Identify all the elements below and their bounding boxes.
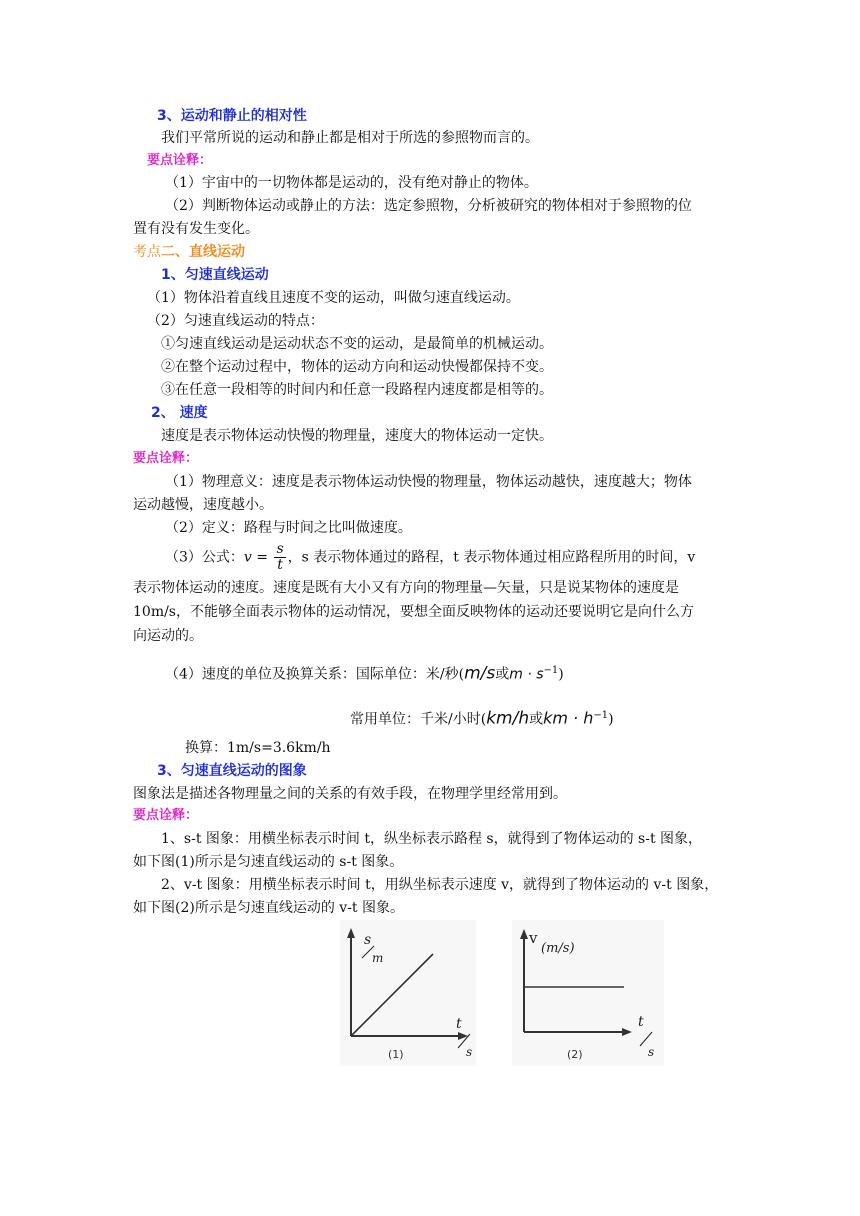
keypoint-title: 二、直线运动	[161, 244, 245, 260]
figure-caption: (1)	[388, 1048, 404, 1061]
paragraph: 速度是表示物体运动快慢的物理量，速度大的物体运动一定快。	[161, 428, 553, 444]
subsection-heading: 2、 速度	[151, 405, 208, 421]
unit-or: 或	[529, 711, 544, 728]
formula-equals: =	[256, 549, 269, 566]
subsection-heading: 3、匀速直线运动的图象	[157, 763, 307, 779]
unit-prefix: 常用单位：千米/小时(	[350, 711, 487, 728]
note-label: 要点诠释：	[133, 808, 199, 823]
unit-close: )	[608, 711, 614, 728]
graph-background	[340, 920, 476, 1066]
unit-kmh: km/h	[486, 708, 530, 729]
note-label: 要点诠释：	[147, 153, 213, 168]
unit-close: )	[558, 666, 564, 683]
paragraph: 图象法是描述各物理量之间的关系的有效手段，在物理学里经常用到。	[133, 786, 567, 802]
unit-line	[165, 661, 564, 685]
paragraph: （2）匀速直线运动的特点：	[147, 313, 324, 329]
vt-graph	[512, 920, 664, 1066]
y-label: v	[529, 929, 538, 947]
unit-or: 或	[495, 666, 510, 683]
note-label: 要点诠释：	[133, 451, 199, 466]
x-label-bottom: s	[648, 1045, 655, 1059]
formula-denominator: t	[277, 557, 283, 573]
paragraph: 如下图(2)所示是匀速直线运动的 v-t 图象。	[133, 900, 404, 916]
paragraph: 2、v-t 图象：用横坐标表示时间 t，用纵坐标表示速度 v，就得到了物体运动的 v-t 图象，	[161, 877, 719, 893]
paragraph: 如下图(1)所示是匀速直线运动的 s-t 图象。	[133, 854, 404, 870]
x-label-top: t	[638, 1014, 644, 1030]
paragraph: （2）判断物体运动或静止的方法：选定参照物，分析被研究的物体相对于参照物的位	[165, 198, 692, 214]
keypoint-heading	[133, 242, 245, 262]
paragraph: （1）宇宙中的一切物体都是运动的，没有绝对静止的物体。	[165, 175, 538, 191]
formula-v: v	[243, 549, 252, 566]
list-item: ③在任意一段相等的时间内和任意一段路程内速度都是相等的。	[161, 382, 553, 398]
formula-prefix: （3）公式：	[165, 549, 244, 566]
y-label-bottom: m	[372, 951, 384, 965]
unit-exponent: −1	[593, 710, 609, 721]
paragraph: 运动越慢，速度越小。	[133, 497, 273, 513]
subsection-heading: 1、匀速直线运动	[161, 267, 269, 283]
paragraph: （2）定义：路程与时间之比叫做速度。	[165, 520, 412, 536]
y-unit: (m/s)	[541, 941, 575, 956]
formula-fraction	[274, 542, 285, 573]
unit-ms: m/s	[464, 663, 496, 684]
paragraph: （1）物理意义：速度是表示物体运动快慢的物理量，物体运动越快，速度越大；物体	[165, 474, 692, 490]
figure-caption: (2)	[567, 1048, 583, 1061]
formula-line	[165, 542, 695, 573]
list-item: ②在整个运动过程中，物体的运动方向和运动快慢都保持不变。	[161, 359, 553, 375]
unit-kmh-neg: km · h	[543, 708, 594, 728]
x-label-bottom: s	[466, 1045, 473, 1059]
unit-ms-neg: m · s	[509, 666, 544, 683]
paragraph: 10m/s，不能够全面表示物体的运动情况，要想全面反映物体的运动还要说明它是向什么方	[133, 604, 694, 620]
paragraph: 向运动的。	[133, 628, 203, 644]
list-item: ①匀速直线运动是运动状态不变的运动，是最简单的机械运动。	[161, 336, 553, 352]
x-label-top: t	[456, 1016, 462, 1032]
formula-explanation: ，s 表示物体通过的路程，t 表示物体通过相应路程所用的时间，v	[287, 549, 696, 566]
paragraph: 我们平常所说的运动和静止都是相对于所选的参照物而言的。	[161, 130, 539, 146]
unit-line	[350, 706, 614, 730]
unit-prefix: （4）速度的单位及换算关系：国际单位：米/秒(	[165, 666, 465, 683]
st-graph	[340, 920, 476, 1066]
conversion: 换算：1m/s=3.6km/h	[185, 740, 331, 756]
paragraph: 表示物体运动的速度。速度是既有大小又有方向的物理量—矢量，只是说某物体的速度是	[133, 580, 679, 596]
formula-numerator: s	[276, 541, 284, 557]
paragraph: （1）物体沿着直线且速度不变的运动，叫做匀速直线运动。	[147, 290, 520, 306]
unit-exponent: −1	[543, 665, 559, 676]
paragraph: 置有没有发生变化。	[133, 221, 259, 237]
y-label-top: s	[364, 932, 372, 948]
paragraph: 1、s-t 图象：用横坐标表示时间 t，纵坐标表示路程 s，就得到了物体运动的 s-t 图象，	[161, 831, 703, 847]
section-heading: 3、运动和静止的相对性	[157, 108, 307, 124]
keypoint-prefix: 考点	[133, 244, 161, 260]
